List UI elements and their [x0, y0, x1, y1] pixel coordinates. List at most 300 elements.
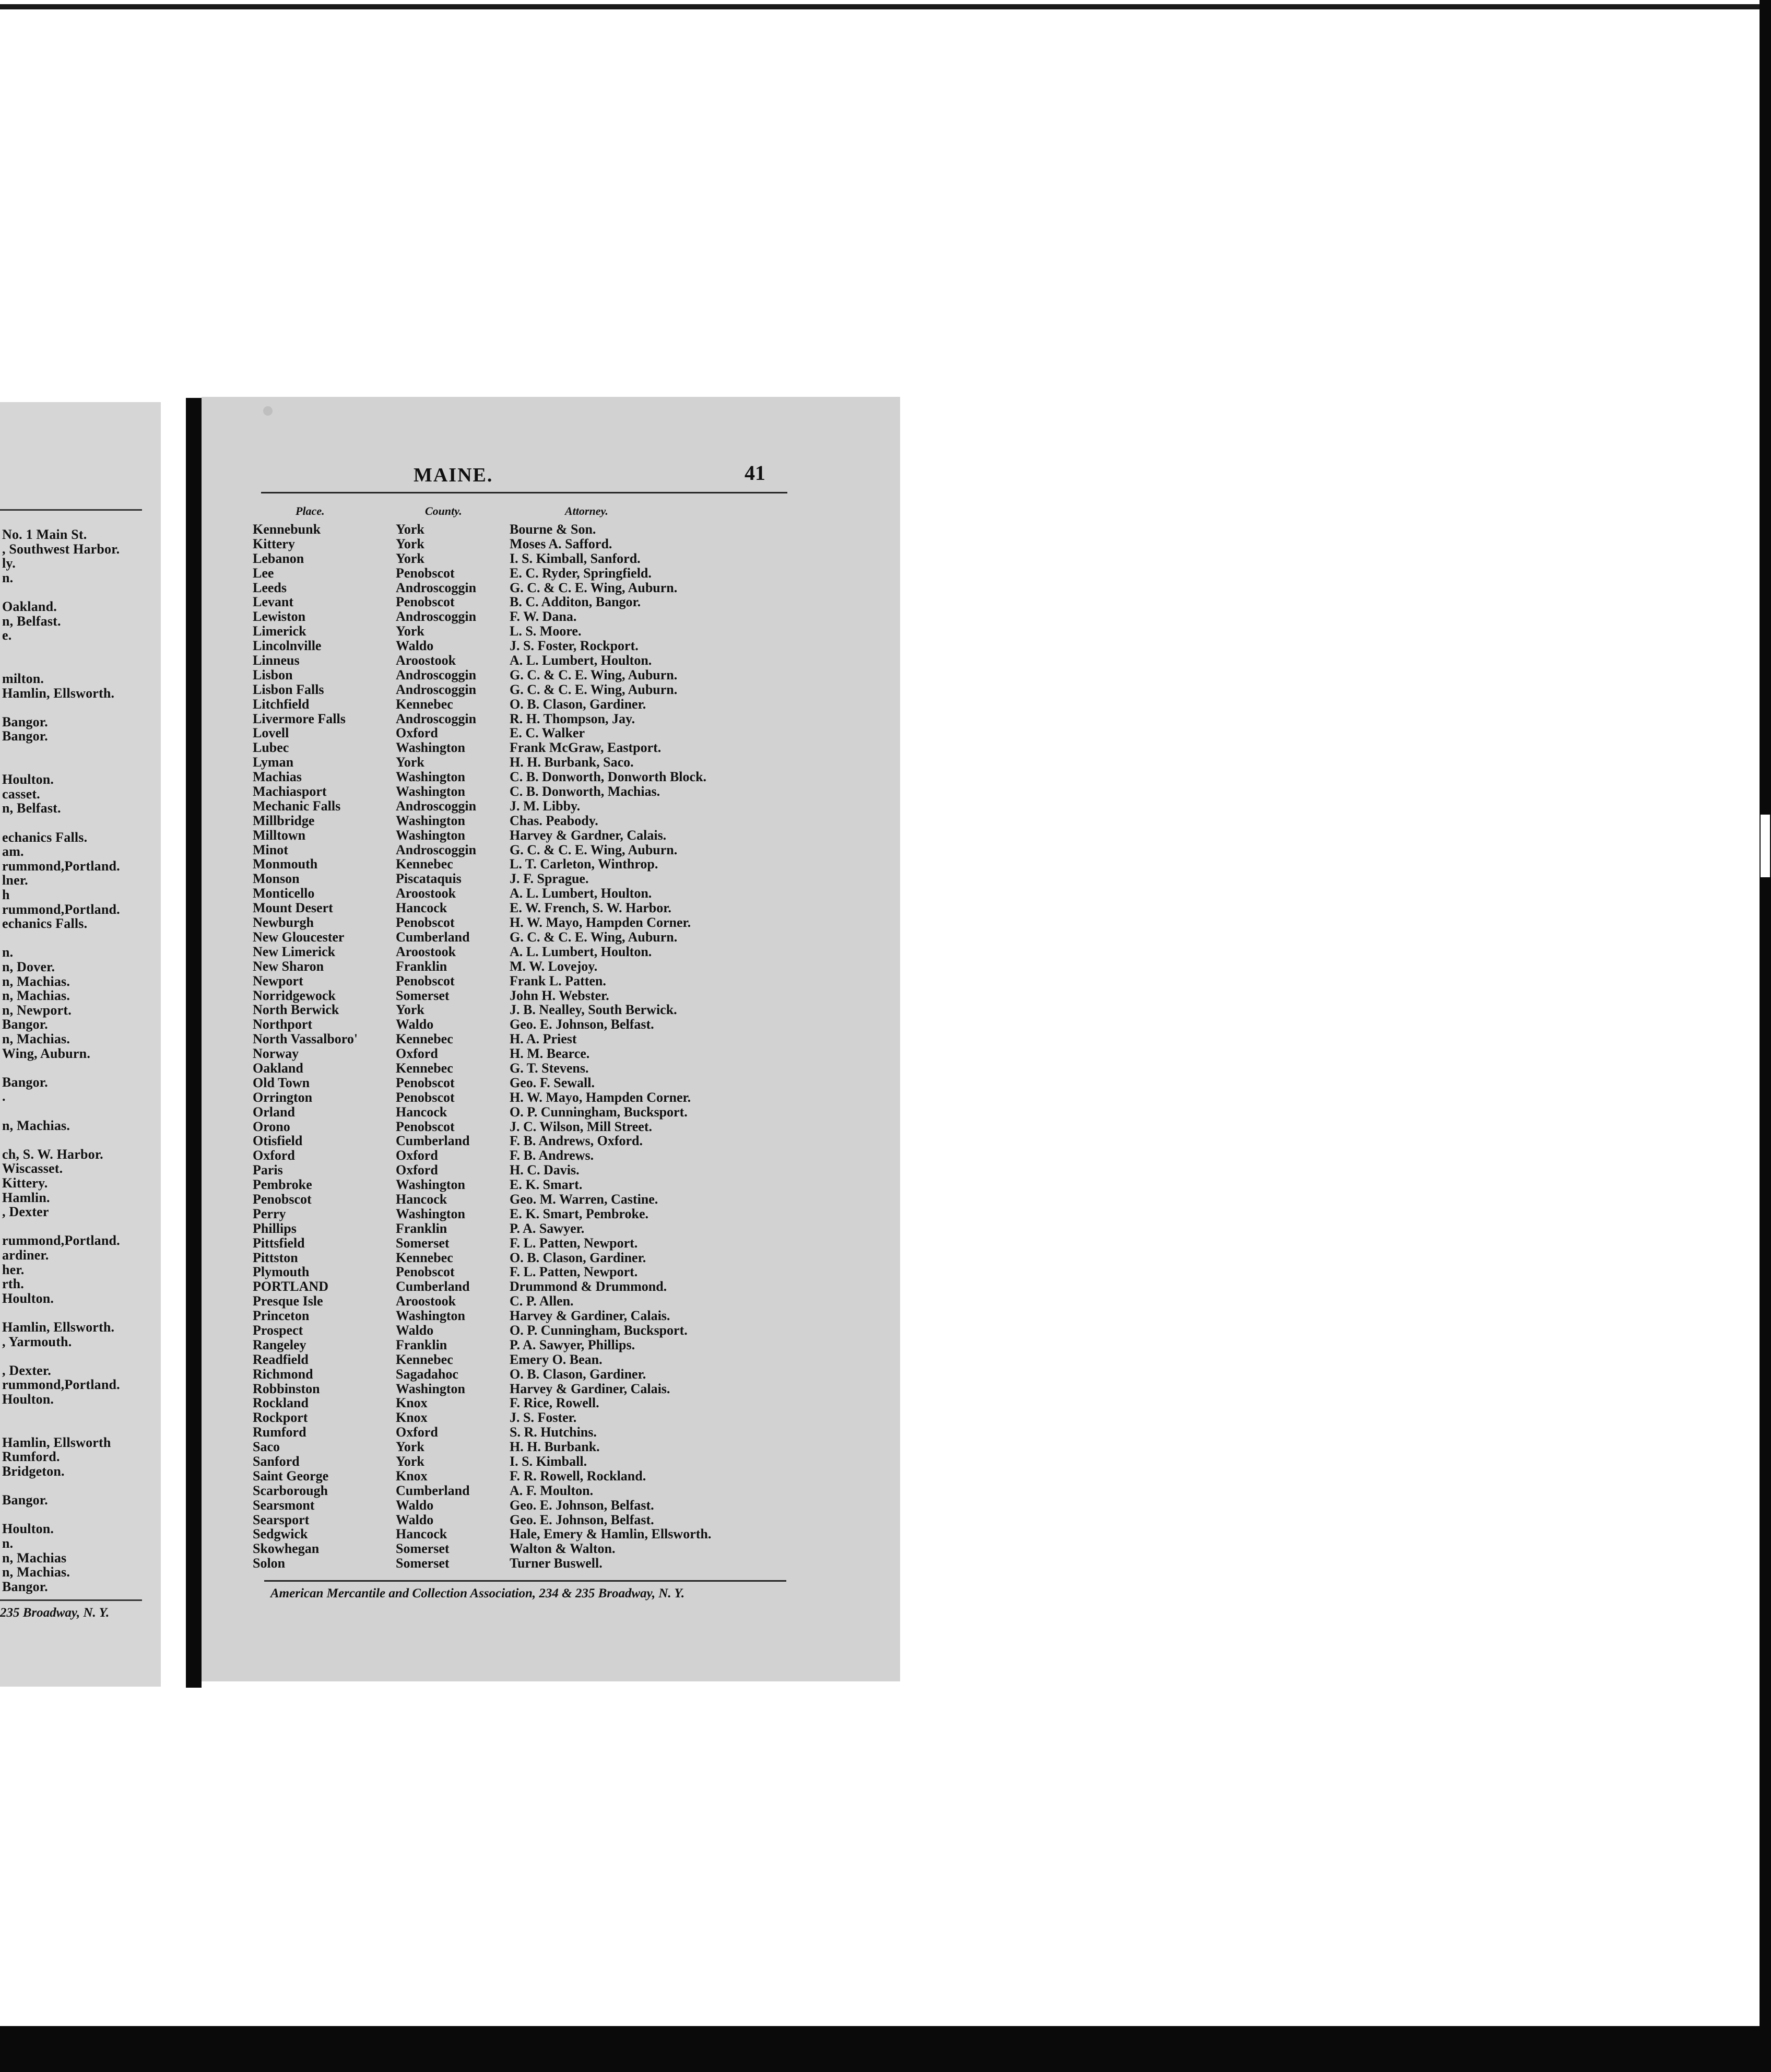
county-cell: Androscoggin — [396, 798, 477, 814]
attorney-cell: Harvey & Gardiner, Calais. — [510, 1381, 670, 1396]
attorney-listing — [253, 522, 848, 1571]
listing-row — [253, 1251, 848, 1265]
county-cell: Washington — [396, 740, 465, 756]
column-header-county: County. — [425, 504, 462, 517]
scan-top-rule — [0, 4, 1771, 9]
place-cell: Old Town — [253, 1075, 310, 1090]
scan-right-edge — [1760, 0, 1771, 2072]
attorney-cell: L. T. Carleton, Winthrop. — [510, 856, 658, 872]
listing-row — [253, 755, 848, 770]
county-cell: Sagadahoc — [396, 1366, 458, 1382]
county-cell: Oxford — [396, 1148, 438, 1163]
page-footer: American Mercantile and Collection Association, 234 & 235 Broadway, N. Y. — [270, 1586, 685, 1600]
facing-page-line: Houlton. — [2, 772, 54, 787]
place-cell: New Sharon — [253, 958, 324, 974]
listing-row — [253, 1236, 848, 1251]
county-cell: Franklin — [396, 958, 447, 974]
county-cell: Penobscot — [396, 594, 455, 610]
facing-page-line: lner. — [2, 873, 28, 888]
attorney-cell: O. P. Cunningham, Bucksport. — [510, 1104, 688, 1120]
facing-page-line: No. 1 Main St. — [2, 527, 87, 542]
facing-page-line: ly. — [2, 556, 16, 571]
county-cell: Oxford — [396, 1424, 438, 1440]
place-cell: Kennebunk — [253, 522, 321, 537]
place-cell: Rumford — [253, 1424, 306, 1440]
place-cell: Pembroke — [253, 1177, 312, 1193]
county-cell: Washington — [396, 784, 465, 799]
place-cell: New Limerick — [253, 944, 336, 959]
listing-row — [253, 1279, 848, 1294]
facing-page-line: rummond,Portland. — [2, 1377, 120, 1393]
attorney-cell: J. F. Sprague. — [510, 871, 589, 887]
attorney-cell: H. W. Mayo, Hampden Corner. — [510, 1089, 691, 1105]
county-cell: Cumberland — [396, 1482, 470, 1498]
attorney-cell: I. S. Kimball, Sanford. — [510, 550, 641, 566]
listing-row — [253, 1309, 848, 1323]
attorney-cell: Harvey & Gardner, Calais. — [510, 827, 667, 843]
attorney-cell: F. W. Dana. — [510, 609, 577, 625]
county-cell: York — [396, 755, 424, 770]
listing-row — [253, 1148, 848, 1163]
place-cell: Linneus — [253, 653, 300, 668]
listing-row — [253, 959, 848, 974]
facing-page-line: Wing, Auburn. — [2, 1045, 91, 1061]
attorney-cell: O. P. Cunningham, Bucksport. — [510, 1322, 688, 1338]
attorney-cell: E. C. Walker — [510, 725, 585, 741]
place-cell: Searsport — [253, 1512, 310, 1527]
paper-speck — [263, 406, 273, 416]
place-cell: Phillips — [253, 1220, 297, 1236]
listing-row — [253, 1207, 848, 1221]
county-cell: York — [396, 536, 424, 551]
county-cell: Aroostook — [396, 653, 456, 668]
county-cell: Franklin — [396, 1337, 447, 1352]
place-cell: Plymouth — [253, 1264, 310, 1280]
county-cell: York — [396, 1002, 424, 1018]
place-cell: Prospect — [253, 1322, 303, 1338]
facing-page-line: Houlton. — [2, 1521, 54, 1537]
county-cell: Kennebec — [396, 1031, 453, 1047]
county-cell: Washington — [396, 769, 465, 785]
facing-page-line: Hamlin, Ellsworth — [2, 1434, 111, 1450]
facing-page-line: Houlton. — [2, 1392, 54, 1407]
place-cell: Lubec — [253, 740, 289, 756]
place-cell: Rangeley — [253, 1337, 306, 1352]
attorney-cell: J. S. Foster, Rockport. — [510, 638, 639, 654]
county-cell: Somerset — [396, 1235, 450, 1251]
attorney-cell: G. T. Stevens. — [510, 1060, 589, 1076]
facing-page-line: Bangor. — [2, 1579, 48, 1594]
place-cell: North Berwick — [253, 1002, 339, 1018]
listing-row — [253, 624, 848, 639]
listing-row — [253, 1541, 848, 1556]
listing-row — [253, 1046, 848, 1061]
county-cell: Oxford — [396, 725, 438, 741]
place-cell: Rockland — [253, 1395, 309, 1411]
county-cell: York — [396, 550, 424, 566]
listing-row — [253, 522, 848, 537]
facing-page-line: , Dexter — [2, 1204, 49, 1220]
place-cell: Penobscot — [253, 1191, 312, 1207]
county-cell: Androscoggin — [396, 842, 477, 857]
place-cell: Orono — [253, 1119, 290, 1134]
facing-page-line: echanics Falls. — [2, 829, 88, 845]
place-cell: Princeton — [253, 1308, 310, 1324]
facing-page-line: n, Machias. — [2, 1031, 70, 1046]
place-cell: Machiasport — [253, 784, 327, 799]
attorney-cell: E. C. Ryder, Springfield. — [510, 565, 652, 581]
attorney-cell: John H. Webster. — [510, 987, 609, 1003]
attorney-cell: F. B. Andrews, Oxford. — [510, 1133, 643, 1149]
facing-page-line: Bangor. — [2, 1017, 48, 1032]
attorney-cell: Bourne & Son. — [510, 522, 596, 537]
attorney-cell: O. B. Clason, Gardiner. — [510, 1366, 646, 1382]
listing-row — [253, 1498, 848, 1513]
place-cell: Rockport — [253, 1410, 308, 1426]
county-cell: Somerset — [396, 987, 450, 1003]
facing-page-line: rth. — [2, 1276, 24, 1292]
attorney-cell: R. H. Thompson, Jay. — [510, 711, 635, 726]
attorney-cell: Moses A. Safford. — [510, 536, 612, 551]
place-cell: Lee — [253, 565, 274, 581]
county-cell: Kennebec — [396, 1250, 453, 1265]
place-cell: Leeds — [253, 580, 287, 595]
listing-row — [253, 1396, 848, 1410]
facing-page-line: n. — [2, 570, 14, 585]
place-cell: Lovell — [253, 725, 289, 741]
county-cell: Androscoggin — [396, 711, 477, 726]
facing-page-footer: 235 Broadway, N. Y. — [0, 1606, 110, 1620]
facing-page-line: Rumford. — [2, 1449, 60, 1465]
listing-row — [253, 828, 848, 843]
place-cell: Paris — [253, 1162, 283, 1178]
listing-row — [253, 1425, 848, 1440]
county-cell: Aroostook — [396, 1293, 456, 1309]
facing-page-line: casset. — [2, 786, 40, 802]
attorney-cell: M. W. Lovejoy. — [510, 958, 598, 974]
attorney-cell: E. W. French, S. W. Harbor. — [510, 900, 671, 916]
facing-page-line: n, Belfast. — [2, 800, 61, 816]
facing-page-line: Oakland. — [2, 599, 57, 614]
county-cell: Kennebec — [396, 696, 453, 712]
attorney-cell: F. Rice, Rowell. — [510, 1395, 599, 1411]
attorney-cell: A. L. Lumbert, Houlton. — [510, 944, 652, 959]
county-cell: Penobscot — [396, 1119, 455, 1134]
listing-row — [253, 726, 848, 740]
place-cell: Minot — [253, 842, 288, 857]
county-cell: York — [396, 1454, 424, 1469]
county-cell: Washington — [396, 827, 465, 843]
county-cell: Cumberland — [396, 1133, 470, 1149]
place-cell: Levant — [253, 594, 293, 610]
attorney-cell: O. B. Clason, Gardiner. — [510, 696, 646, 712]
attorney-cell: G. C. & C. E. Wing, Auburn. — [510, 681, 678, 697]
attorney-cell: A. L. Lumbert, Houlton. — [510, 886, 652, 901]
county-cell: Oxford — [396, 1046, 438, 1062]
attorney-cell: C. B. Donworth, Machias. — [510, 784, 660, 799]
county-cell: York — [396, 1439, 424, 1455]
place-cell: Robbinston — [253, 1381, 320, 1396]
listing-row — [253, 581, 848, 595]
listing-row — [253, 1003, 848, 1017]
listing-row — [253, 1440, 848, 1454]
county-cell: Waldo — [396, 1322, 434, 1338]
county-cell: Piscataquis — [396, 871, 462, 887]
listing-row — [253, 1134, 848, 1148]
county-cell: Aroostook — [396, 944, 456, 959]
listing-row — [253, 1105, 848, 1120]
listing-row — [253, 1367, 848, 1382]
listing-row — [253, 1265, 848, 1279]
attorney-cell: Turner Buswell. — [510, 1556, 603, 1571]
attorney-cell: Harvey & Gardiner, Calais. — [510, 1308, 670, 1324]
facing-page-line: echanics Falls. — [2, 916, 88, 932]
place-cell: New Gloucester — [253, 929, 345, 945]
listing-row — [253, 1221, 848, 1236]
listing-row — [253, 551, 848, 566]
county-cell: Hancock — [396, 900, 447, 916]
listing-row — [253, 1032, 848, 1046]
listing-row — [253, 1556, 848, 1571]
listing-row — [253, 901, 848, 915]
attorney-cell: G. C. & C. E. Wing, Auburn. — [510, 580, 678, 595]
place-cell: Lisbon Falls — [253, 681, 324, 697]
attorney-cell: H. M. Bearce. — [510, 1046, 590, 1062]
listing-row — [253, 682, 848, 697]
attorney-cell: Hale, Emery & Hamlin, Ellsworth. — [510, 1526, 712, 1542]
county-cell: Androscoggin — [396, 580, 477, 595]
attorney-cell: E. K. Smart, Pembroke. — [510, 1206, 648, 1221]
facing-page-left — [0, 402, 161, 1687]
county-cell: Waldo — [396, 638, 434, 654]
attorney-cell: B. C. Additon, Bangor. — [510, 594, 641, 610]
place-cell: Saco — [253, 1439, 280, 1455]
listing-row — [253, 1163, 848, 1178]
attorney-cell: H. A. Priest — [510, 1031, 577, 1047]
place-cell: Lebanon — [253, 550, 304, 566]
attorney-cell: H. W. Mayo, Hampden Corner. — [510, 915, 691, 931]
attorney-cell: F. L. Patten, Newport. — [510, 1264, 638, 1280]
column-header-place: Place. — [296, 504, 325, 517]
place-cell: Newport — [253, 973, 303, 988]
facing-page-line: n, Machias. — [2, 988, 70, 1004]
listing-row — [253, 595, 848, 609]
place-cell: Kittery — [253, 536, 295, 551]
facing-page-line: ardiner. — [2, 1247, 49, 1263]
listing-row — [253, 697, 848, 712]
place-cell: Lyman — [253, 755, 294, 770]
facing-page-line: Houlton. — [2, 1290, 54, 1306]
attorney-cell: A. F. Moulton. — [510, 1482, 594, 1498]
attorney-cell: P. A. Sawyer, Phillips. — [510, 1337, 635, 1352]
facing-page-line: Hamlin. — [2, 1190, 50, 1205]
county-cell: Washington — [396, 1381, 465, 1396]
scan-edge-notch — [1761, 815, 1770, 877]
listing-row — [253, 886, 848, 901]
header-rule — [261, 492, 787, 493]
county-cell: Androscoggin — [396, 681, 477, 697]
place-cell: Litchfield — [253, 696, 310, 712]
attorney-cell: C. B. Donworth, Donworth Block. — [510, 769, 707, 785]
place-cell: Sanford — [253, 1454, 300, 1469]
county-cell: Penobscot — [396, 565, 455, 581]
county-cell: Franklin — [396, 1220, 447, 1236]
county-cell: Kennebec — [396, 856, 453, 872]
listing-row — [253, 1120, 848, 1134]
place-cell: Limerick — [253, 623, 306, 639]
place-cell: Machias — [253, 769, 302, 785]
county-cell: Penobscot — [396, 915, 455, 931]
facing-page-line: Bangor. — [2, 1074, 48, 1090]
facing-page-footer-rule — [0, 1599, 142, 1601]
listing-row — [253, 843, 848, 857]
attorney-cell: Drummond & Drummond. — [510, 1279, 667, 1294]
attorney-cell: F. B. Andrews. — [510, 1148, 594, 1163]
county-cell: Hancock — [396, 1526, 447, 1542]
facing-page-line: n, Belfast. — [2, 613, 61, 629]
place-cell: Newburgh — [253, 915, 314, 931]
facing-page-line: n. — [2, 945, 14, 960]
listing-row — [253, 1017, 848, 1032]
attorney-cell: Geo. M. Warren, Castine. — [510, 1191, 658, 1207]
facing-page-line: Kittery. — [2, 1175, 48, 1191]
listing-row — [253, 609, 848, 624]
county-cell: Penobscot — [396, 1089, 455, 1105]
place-cell: Searsmont — [253, 1497, 315, 1513]
listing-row — [253, 712, 848, 726]
listing-row — [253, 872, 848, 886]
page-number: 41 — [745, 461, 765, 485]
listing-row — [253, 1410, 848, 1425]
place-cell: Oxford — [253, 1148, 295, 1163]
place-cell: Readfield — [253, 1351, 309, 1367]
listing-row — [253, 1192, 848, 1207]
attorney-cell: A. L. Lumbert, Houlton. — [510, 653, 652, 668]
listing-row — [253, 1178, 848, 1192]
place-cell: Orrington — [253, 1089, 313, 1105]
place-cell: Lisbon — [253, 667, 293, 682]
county-cell: Waldo — [396, 1512, 434, 1527]
place-cell: Saint George — [253, 1468, 329, 1484]
place-cell: Norridgewock — [253, 987, 336, 1003]
place-cell: Lewiston — [253, 609, 306, 625]
facing-page-line: n, Newport. — [2, 1002, 72, 1018]
county-cell: Hancock — [396, 1191, 447, 1207]
attorney-cell: Geo. F. Sewall. — [510, 1075, 595, 1090]
listing-row — [253, 566, 848, 581]
county-cell: Cumberland — [396, 1279, 470, 1294]
place-cell: Otisfield — [253, 1133, 303, 1149]
attorney-cell: Walton & Walton. — [510, 1541, 616, 1557]
county-cell: Penobscot — [396, 1075, 455, 1090]
facing-page-line: n, Machias — [2, 1550, 67, 1565]
county-cell: Washington — [396, 813, 465, 828]
place-cell: Scarborough — [253, 1482, 328, 1498]
listing-row — [253, 1513, 848, 1527]
listing-row — [253, 930, 848, 945]
attorney-cell: S. R. Hutchins. — [510, 1424, 597, 1440]
place-cell: Mount Desert — [253, 900, 333, 916]
county-cell: Aroostook — [396, 886, 456, 901]
facing-page-line: n, Machias. — [2, 1117, 70, 1133]
place-cell: Solon — [253, 1556, 286, 1571]
attorney-cell: H. C. Davis. — [510, 1162, 580, 1178]
attorney-cell: I. S. Kimball. — [510, 1454, 587, 1469]
listing-row — [253, 915, 848, 930]
listing-row — [253, 814, 848, 828]
facing-page-line: e. — [2, 628, 12, 643]
listing-row — [253, 1352, 848, 1367]
facing-page-line: Bangor. — [2, 714, 48, 729]
county-cell: Knox — [396, 1410, 428, 1426]
listing-row — [253, 1382, 848, 1396]
attorney-cell: O. B. Clason, Gardiner. — [510, 1250, 646, 1265]
county-cell: Somerset — [396, 1556, 450, 1571]
place-cell: Lincolnville — [253, 638, 322, 654]
attorney-cell: L. S. Moore. — [510, 623, 582, 639]
facing-page-line: rummond,Portland. — [2, 1233, 120, 1249]
facing-page-line: , Dexter. — [2, 1362, 51, 1378]
attorney-cell: Geo. E. Johnson, Belfast. — [510, 1512, 654, 1527]
listing-row — [253, 668, 848, 682]
county-cell: Knox — [396, 1468, 428, 1484]
place-cell: Millbridge — [253, 813, 315, 828]
attorney-cell: Chas. Peabody. — [510, 813, 598, 828]
place-cell: North Vassalboro' — [253, 1031, 358, 1047]
place-cell: Orland — [253, 1104, 295, 1120]
facing-page-line: n. — [2, 1536, 14, 1551]
listing-row — [253, 740, 848, 755]
facing-page-line: Bangor. — [2, 728, 48, 744]
place-cell: Norway — [253, 1046, 299, 1062]
facing-page-line: h — [2, 887, 10, 902]
attorney-cell: F. L. Patten, Newport. — [510, 1235, 638, 1251]
listing-row — [253, 537, 848, 551]
listing-row — [253, 1338, 848, 1352]
attorney-cell: Emery O. Bean. — [510, 1351, 603, 1367]
place-cell: Perry — [253, 1206, 286, 1221]
county-cell: Washington — [396, 1177, 465, 1193]
county-cell: Penobscot — [396, 1264, 455, 1280]
listing-row — [253, 639, 848, 653]
county-cell: Kennebec — [396, 1351, 453, 1367]
place-cell: Pittsfield — [253, 1235, 305, 1251]
listing-row — [253, 1454, 848, 1469]
county-cell: Waldo — [396, 1017, 434, 1032]
facing-page-line: Bangor. — [2, 1492, 48, 1508]
place-cell: Richmond — [253, 1366, 313, 1382]
facing-page-line: n, Machias. — [2, 973, 70, 989]
attorney-cell: H. H. Burbank, Saco. — [510, 755, 634, 770]
listing-row — [253, 974, 848, 988]
county-cell: Oxford — [396, 1162, 438, 1178]
column-header-attorney: Attorney. — [565, 504, 608, 517]
county-cell: Washington — [396, 1308, 465, 1324]
place-cell: Presque Isle — [253, 1293, 323, 1309]
facing-page-line: rummond,Portland. — [2, 901, 120, 917]
county-cell: Penobscot — [396, 973, 455, 988]
listing-row — [253, 770, 848, 784]
attorney-cell: J. M. Libby. — [510, 798, 581, 814]
attorney-cell: J. S. Foster. — [510, 1410, 577, 1426]
listing-row — [253, 988, 848, 1003]
attorney-cell: G. C. & C. E. Wing, Auburn. — [510, 667, 678, 682]
listing-row — [253, 857, 848, 872]
place-cell: Skowhegan — [253, 1541, 320, 1557]
facing-page-line: n, Machias. — [2, 1564, 70, 1580]
county-cell: Androscoggin — [396, 609, 477, 625]
listing-row — [253, 1323, 848, 1338]
